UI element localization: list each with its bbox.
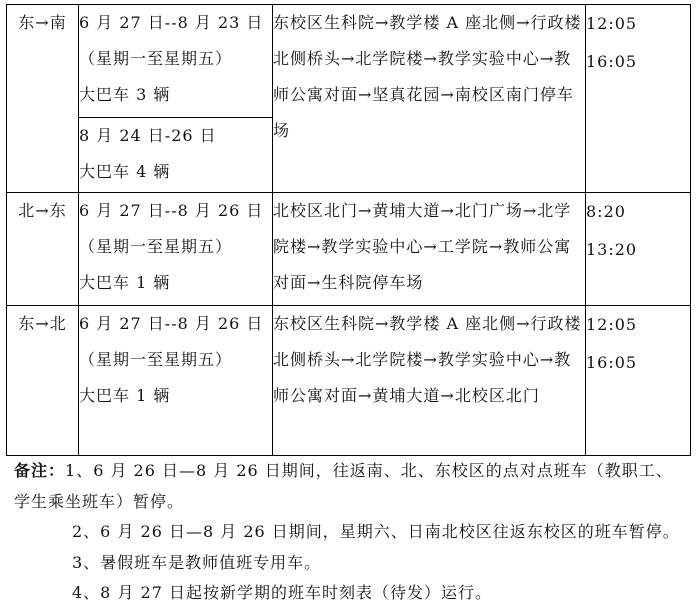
- route-text: 东校区生科院→教学楼 A 座北侧→行政楼北侧桥头→北学院楼→教学实验中心→教师公寓对面→黄埔大道→北校区北门: [273, 314, 582, 405]
- date-cell: [79, 193, 273, 306]
- date-cell: [79, 306, 273, 456]
- schedule-row-east-north: [7, 306, 691, 456]
- schedule-row-east-south: [7, 5, 691, 118]
- note-item: [14, 456, 686, 517]
- route-text: 北校区北门→黄埔大道→北门广场→北学院楼→教学实验中心→工学院→教师公寓对面→生科院停车场: [273, 201, 572, 292]
- departure-time: 16:05: [586, 52, 638, 71]
- direction-label: 东→北: [18, 314, 67, 333]
- direction-label: 北→东: [18, 201, 67, 220]
- bus-schedule-table: [6, 4, 691, 456]
- note-text: 1、6 月 26 日—8 月 26 日期间，往返南、北、东校区的点对点班车（教职工、学生乘坐班车）暂停。: [14, 461, 673, 511]
- route-cell: [273, 306, 586, 456]
- weekday-range: （星期一至星期五）: [79, 49, 233, 68]
- weekday-range: （星期一至星期五）: [79, 237, 233, 256]
- direction-cell: [7, 306, 79, 456]
- notes-label: 备注：: [14, 461, 66, 480]
- date-range: 6 月 27 日--8 月 23 日: [79, 13, 264, 32]
- note-text: 4、8 月 27 日起按新学期的班车时刻表（待发）运行。: [72, 583, 492, 602]
- date-cell: [79, 5, 273, 118]
- departure-time: 13:20: [586, 240, 638, 259]
- route-cell: [273, 5, 586, 193]
- direction-cell: [7, 193, 79, 306]
- direction-label: 东→南: [18, 13, 67, 32]
- departure-time: 12:05: [586, 14, 638, 33]
- departure-time: 12:05: [586, 315, 638, 334]
- bus-count: 大巴车 3 辆: [79, 85, 171, 104]
- notes-section: [14, 456, 686, 609]
- route-cell: [273, 193, 586, 306]
- weekday-range: （星期一至星期五）: [79, 350, 233, 369]
- bus-count: 大巴车 1 辆: [79, 386, 171, 405]
- time-cell: [586, 5, 691, 193]
- bus-count: 大巴车 1 辆: [79, 273, 171, 292]
- note-item: [14, 548, 686, 579]
- bus-count: 大巴车 4 辆: [79, 162, 171, 181]
- direction-cell: [7, 5, 79, 193]
- note-text: 3、暑假班车是教师值班专用车。: [72, 552, 322, 572]
- note-text: 2、6 月 26 日—8 月 26 日期间，星期六、日南北校区往返东校区的班车暂停。: [72, 522, 680, 541]
- note-item: [14, 517, 686, 548]
- route-text: 东校区生科院→教学楼 A 座北侧→行政楼北侧桥头→北学院楼→教学实验中心→教师公寓对面→坚真花园→南校区南门停车场: [273, 13, 582, 140]
- date-range: 6 月 27 日--8 月 26 日: [79, 314, 264, 333]
- departure-time: 16:05: [586, 353, 638, 372]
- note-item: [14, 578, 686, 609]
- time-cell: [586, 306, 691, 456]
- date-cell: [79, 118, 273, 193]
- date-range: 6 月 27 日--8 月 26 日: [79, 201, 264, 220]
- time-cell: [586, 193, 691, 306]
- departure-time: 8:20: [586, 202, 626, 221]
- schedule-row-north-east: [7, 193, 691, 306]
- date-range: 8 月 24 日-26 日: [79, 126, 217, 145]
